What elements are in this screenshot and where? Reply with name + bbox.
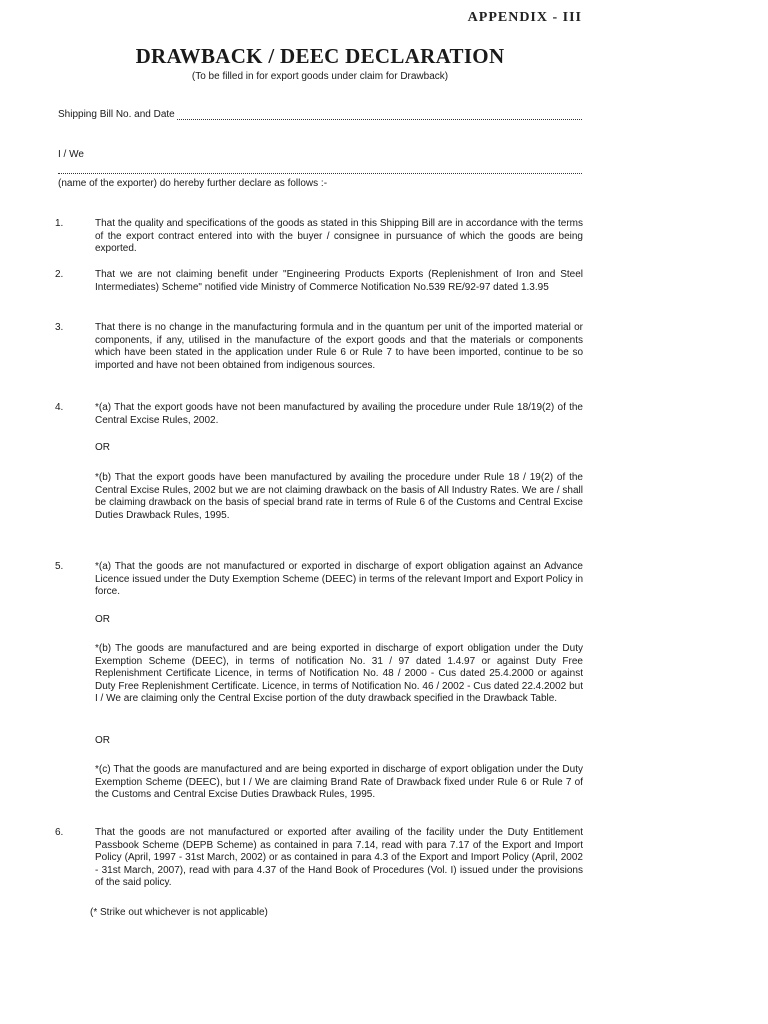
item-5b-text: *(b) The goods are manufactured and are being exported in discharge of export obligation under the Duty Exemption Scheme (DEEC), in terms of notification No. 31 / 97 dated 1.4.97 or against Duty Free Replenishment Certificate Licence, in terms of Notification No. 48 / 2000 - Cus dated 25.4.2000 or against Duty Free Replenishment Certificate. Licence, in terms of Notification No. 46 / 2002 - Cus dated 22.4.2002 but I / We are claiming only the Central Excise portion of the duty drawback specified in the Drawback Table. bbox=[95, 643, 583, 704]
or-separator: OR bbox=[95, 735, 110, 746]
item-5a-text: *(a) That the goods are not manufactured or exported in discharge of export obligation against an Advance Licence issued under the Duty Exemption Scheme (DEEC) in terms of the relevant Import and Export Policy in force. bbox=[95, 561, 584, 597]
or-separator: OR bbox=[95, 442, 110, 453]
item-5c-text: *(c) That the goods are manufactured and are being exported in discharge of export obligation under the Duty Exemption Scheme (DEEC), but I / We are claiming Brand Rate of Drawback fixed under Rule 6 or Rule 7 of the Customs and Central Excise Duties Drawback Rules, 1995. bbox=[95, 764, 583, 800]
item-number-6: 6. bbox=[55, 827, 64, 838]
page-title: DRAWBACK / DEEC DECLARATION bbox=[135, 44, 505, 68]
shipping-bill-label: Shipping Bill No. and Date bbox=[58, 109, 175, 120]
item-1-text: That the quality and specifications of the goods as stated in this Shipping Bill are in accordance with the terms of the export contract entered into with the buyer / consignee in pursuance of which the goods are being exported. bbox=[95, 218, 583, 254]
item-2-text: That we are not claiming benefit under "Engineering Products Exports (Replenishment of Iron and Steel Intermediates) Scheme" notified vide Ministry of Commerce Notification No.539 RE/92-97 dated 1.3.95 bbox=[95, 269, 583, 293]
item-number-1: 1. bbox=[55, 218, 64, 229]
item-4a-text: *(a) That the export goods have not been manufactured by availing the procedure under Rule 18/19(2) of the Central Excise Rules, 2002. bbox=[95, 402, 583, 426]
item-number-3: 3. bbox=[55, 322, 64, 333]
item-6-text: That the goods are not manufactured or exported after availing of the facility under the Duty Entitlement Passbook Scheme (DEPB Scheme) as contained in para 7.14, read with para 7.17 of the Export and Import Policy (April, 1997 - 31st March, 2002) or as contained in para 4.3 of the Export and Import Policy (April, 2002 - 31st March, 2007), read with para 4.37 of the Hand Book of Procedures (Vol. I) issued under the provisions of the said policy. bbox=[95, 827, 583, 888]
shipping-bill-field[interactable] bbox=[58, 109, 582, 120]
item-number-2: 2. bbox=[55, 269, 64, 280]
page-subtitle: (To be filled in for export goods under claim for Drawback) bbox=[191, 71, 449, 82]
appendix-label: APPENDIX - III bbox=[467, 10, 582, 25]
item-3-text: That there is no change in the manufacturing formula and in the quantum per unit of the imported material or components, if any, utilised in the manufacture of the export goods and that the materials or components which have been stated in the application under Rule 6 or Rule 7 to have been imported, continue to be so imported and have not been obtained from indigenous sources. bbox=[95, 322, 583, 371]
or-separator: OR bbox=[95, 614, 110, 625]
i-we-label: I / We bbox=[58, 149, 84, 160]
shipping-bill-blank[interactable] bbox=[177, 110, 582, 120]
item-number-5: 5. bbox=[55, 561, 64, 572]
item-number-4: 4. bbox=[55, 402, 64, 413]
exporter-name-blank[interactable] bbox=[58, 173, 582, 174]
footnote: (* Strike out whichever is not applicable) bbox=[90, 907, 268, 918]
declare-text: (name of the exporter) do hereby further declare as follows :- bbox=[58, 178, 328, 189]
item-4b-text: *(b) That the export goods have been manufactured by availing the procedure under Rule 18 / 19(2) of the Central Excise Rules, 2002 but we are not claiming drawback on the basis of All Industry Rates. We are / shall be claiming drawback on the basis of special brand rate in terms of Rule 6 of the Customs and Central Excise Duties Drawback Rules, 1995. bbox=[95, 472, 583, 521]
